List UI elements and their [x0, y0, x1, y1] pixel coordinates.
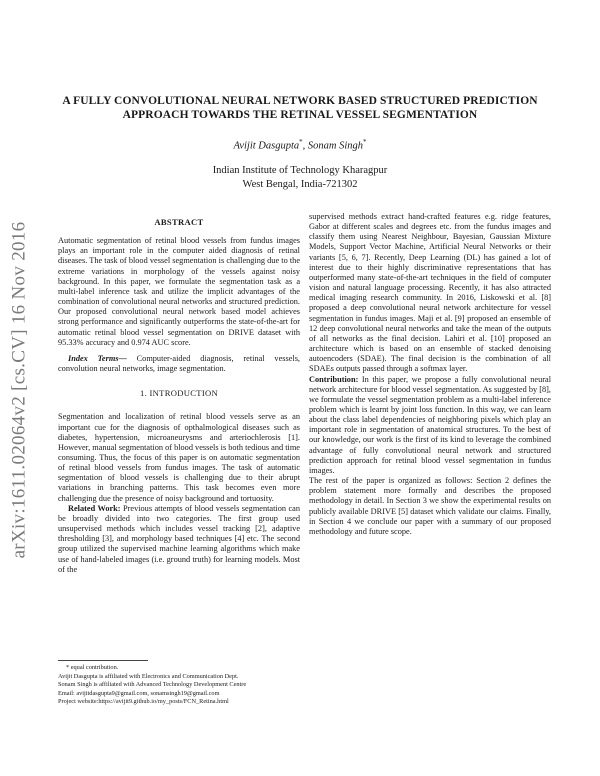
author-1-mark: *	[299, 138, 303, 146]
author-1: Avijit Dasgupta	[233, 140, 300, 152]
contribution-paragraph	[309, 375, 551, 477]
introduction-heading: 1. INTRODUCTION	[139, 388, 219, 399]
author-2: Sonam Singh	[307, 140, 363, 152]
right-column	[309, 212, 551, 537]
related-work-label: Related Work:	[68, 503, 121, 513]
related-work-continued: supervised methods extract hand-crafted features e.g. ridge features, Gabor at different scales and degrees etc. from the fundus images and classify them using Nearest Neighbour, Bayesian, Gaussian Mixture Models, Support Vector Machine, Artificial Neural Networks or their variants [5, 6, 7]. Recently, Deep Learning (DL) has gained a lot of interest due to their highly discriminative representations that has outperformed many state-of-the-art techniques in the field of computer vision and natural language processing. Recently, it has also attracted medical imaging research community. In 2016, Liskowski et al. [8] proposed a deep convolutional neural network architecture for vessel segmentation in fundus images. Maji et al. [9] proposed an ensemble of 12 deep convolutional neural networks and take the mean of the outputs of all networks as the final decision. Lahiri et al. [10] proposed an architecture which is based on an ensemble of stacked denoising autoencoders (SDAE). The final decision is the combination of all SDAEs outputs passed through a softmax layer.	[309, 212, 551, 374]
arxiv-id: arXiv:1611.02064v2 [cs.CV] 16 Nov 2016	[8, 221, 29, 559]
footnote-project-website: Project website:https://avijit9.github.io/my_posts/FCN_Retina.html	[58, 698, 229, 706]
affiliation-line-1: Indian Institute of Technology Kharagpur	[212, 165, 388, 176]
index-terms-label: Index Terms—	[68, 353, 127, 363]
related-work-text-left: Previous attempts of blood vessels segmentation can be broadly divided into two categories. The first group used unsupervised methods which includes vessel tracking [2], adaptive thresholding [3], and morphology based techniques [4] etc. The second group utilized the supervised machine learning algorithms which make use of hand-labeled images (i.e. ground truth) for learning models. Most of the	[58, 503, 300, 574]
organization-paragraph: The rest of the paper is organized as follows: Section 2 defines the problem statement more formally and describes the proposed methodology in detail. In Section 3 we show the experimental results on publicly available DRIVE [5] dataset which validate our claims. Finally, in Section 4 we conclude our paper with a summary of our proposed methodology and future scope.	[309, 476, 551, 536]
footnote-affiliation-2: Sonam Singh is affiliated with Advanced Technology Development Centre	[58, 681, 247, 689]
index-terms	[58, 354, 300, 374]
author-list	[40, 138, 560, 152]
footnotes	[58, 664, 308, 707]
paper-title	[40, 94, 560, 122]
footnote-email: Email: avijitdasgupta9@gmail.com, sonamsingh19@gmail.com	[58, 689, 220, 697]
left-column	[58, 217, 300, 575]
title-line-2: APPROACH TOWARDS THE RETINAL VESSEL SEGMENTATION	[122, 109, 478, 121]
index-terms-text: Computer-aided diagnosis, retinal vessels, convolution neural networks, image segmentation.	[58, 353, 300, 374]
contribution-text: In this paper, we propose a fully convolutional neural network architecture for blood vessel segmentation. As suggested by [8], we formulate the vessel segmentation problem as a multi-label inference problem which is learnt by joint loss function. In this way, we can learn about the class label dependencies of neighboring pixels which play an important role in segmentation of anatomical structures. To the best of our knowledge, our work is the first of its kind to leverage the combined advantage of fully convolutional neural network and structured prediction approach for retinal blood vessel segmentation in fundus images.	[309, 374, 551, 475]
author-2-mark: *	[363, 138, 367, 146]
contribution-label: Contribution:	[309, 374, 359, 384]
abstract-heading: ABSTRACT	[154, 217, 204, 227]
footnote-affiliation-1: Avijit Dasgupta is affiliated with Electronics and Communication Dept.	[58, 672, 239, 680]
abstract-body: Automatic segmentation of retinal blood vessels from fundus images plays an important role in the computer aided diagnosis of retinal diseases. The task of blood vessel segmentation is challenging due to the extreme variations in morphology of the vessels against noisy background. In this paper, we formulate the segmentation task as a multi-label inference task and utilize the implicit advantages of the combination of convolutional neural networks and structured prediction. Our proposed convolutional neural network based model achieves strong performance and significantly outperforms the state-of-the-art for automatic retinal blood vessel segmentation on DRIVE dataset with 95.33% accuracy and 0.974 AUC score.	[58, 236, 300, 347]
affiliation	[40, 164, 560, 192]
intro-paragraph-1: Segmentation and localization of retinal blood vessels serve as an important cue for the diagnosis of opthalmological diseases such as diabetes, hypertension, microaneurysms and arteriochlerosis [1]. However, manual segmentation of blood vessels is both tedious and time consuming. Thus, the focus of this paper is on automatic segmentation of retinal blood vessels from fundus images. The task of automatic segmentation of blood vessels is challenging due to their abrupt variations in branching patterns. This task becomes even more challenging due the presence of noisy background and tortuosity.	[58, 412, 300, 503]
arxiv-stamp	[6, 190, 32, 590]
footnote-divider	[58, 660, 148, 661]
footnote-equal-contribution: * equal contribution.	[66, 664, 119, 671]
title-line-1: A FULLY CONVOLUTIONAL NEURAL NETWORK BASED STRUCTURED PREDICTION	[62, 95, 538, 107]
affiliation-line-2: West Bengal, India-721302	[242, 179, 358, 190]
author-separator: ,	[302, 140, 308, 152]
related-work-paragraph	[58, 504, 300, 575]
